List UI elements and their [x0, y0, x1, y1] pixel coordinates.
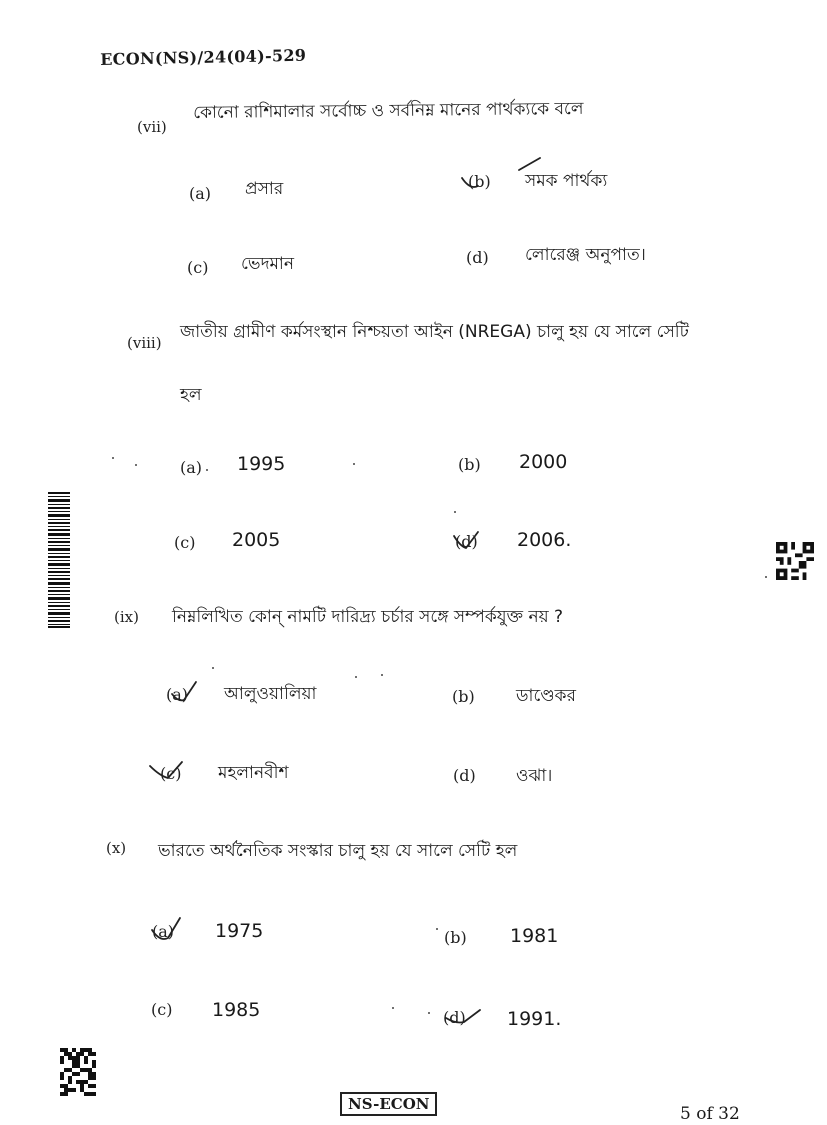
option-text: প্রসার	[245, 179, 284, 199]
option-text: 1995	[237, 453, 286, 475]
option-text: আলুওয়ালিয়া	[224, 684, 317, 704]
option-label: (b)	[452, 687, 475, 706]
option-label: (b)	[468, 172, 491, 191]
page-number: 5 of 32	[680, 1104, 740, 1124]
option-text: মহলানবীশ	[218, 763, 289, 783]
tick-mark-ix-c	[150, 762, 182, 778]
option-text: ডাণ্ডেকর	[516, 686, 576, 706]
question-number: (viii)	[127, 334, 162, 352]
option-label: (d)	[443, 1008, 466, 1027]
option-label: (b)	[458, 455, 481, 474]
question-number: (ix)	[114, 608, 139, 626]
option-label: (c)	[187, 258, 209, 277]
question-text: জাতীয় গ্রামীণ কর্মসংস্থান নিশ্চয়তা আইন (NREGA) চালু হয় যে সালে সেটি	[180, 322, 689, 342]
tick-mark-x-a	[152, 918, 180, 939]
option-label: (a)	[189, 184, 212, 203]
option-label: (d)	[455, 532, 478, 551]
option-label: (c)	[151, 1000, 173, 1019]
option-text: 1985	[212, 999, 261, 1021]
tick-mark-vii-b	[462, 158, 540, 187]
option-label: (c)	[160, 764, 182, 783]
option-label: (d)	[466, 248, 489, 267]
option-label: (d)	[453, 766, 476, 785]
qr-code-image	[776, 542, 814, 580]
option-label: (a)	[180, 458, 203, 477]
option-label: (c)	[174, 533, 196, 552]
option-text: ওঝা।	[516, 766, 553, 786]
option-text: লোরেঞ্জ অনুপাত।	[525, 245, 646, 265]
tick-mark-x-d	[446, 1010, 480, 1023]
question-text: নিম্নলিখিত কোন্ নামটি দারিদ্র্য চর্চার সঙ্গে সম্পর্কযুক্ত নয় ?	[172, 607, 564, 627]
option-label: (b)	[444, 928, 467, 947]
option-text: 2005	[232, 529, 281, 551]
question-number: (x)	[106, 839, 127, 857]
option-text: 1975	[215, 920, 264, 942]
paper-code: ECON(NS)/24(04)-529	[100, 45, 307, 69]
tick-mark-viii-d	[454, 532, 478, 548]
tick-mark-ix-a	[172, 682, 196, 700]
question-text: ভারতে অর্থনৈতিক সংস্কার চালু হয় যে সালে সেটি হল	[158, 841, 518, 861]
option-label: (a)	[166, 685, 189, 704]
option-text: 2000	[519, 451, 568, 473]
question-text-continued: হল	[180, 385, 202, 405]
option-text: 1981	[510, 925, 559, 947]
option-text: সমক পার্থক্য	[525, 171, 608, 191]
footer-code-box: NS-ECON	[340, 1092, 437, 1116]
question-number: (vii)	[137, 118, 167, 136]
barcode-image	[48, 492, 70, 628]
option-text: ভেদমান	[241, 254, 295, 274]
qr-code-image-bottom	[60, 1048, 96, 1096]
question-text: কোনো রাশিমালার সর্বোচ্চ ও সর্বনিম্ন মানের পার্থক্যকে বলে	[193, 98, 584, 123]
option-label: (a)	[152, 922, 175, 941]
option-text: 1991.	[507, 1008, 562, 1030]
option-text: 2006.	[517, 529, 572, 551]
